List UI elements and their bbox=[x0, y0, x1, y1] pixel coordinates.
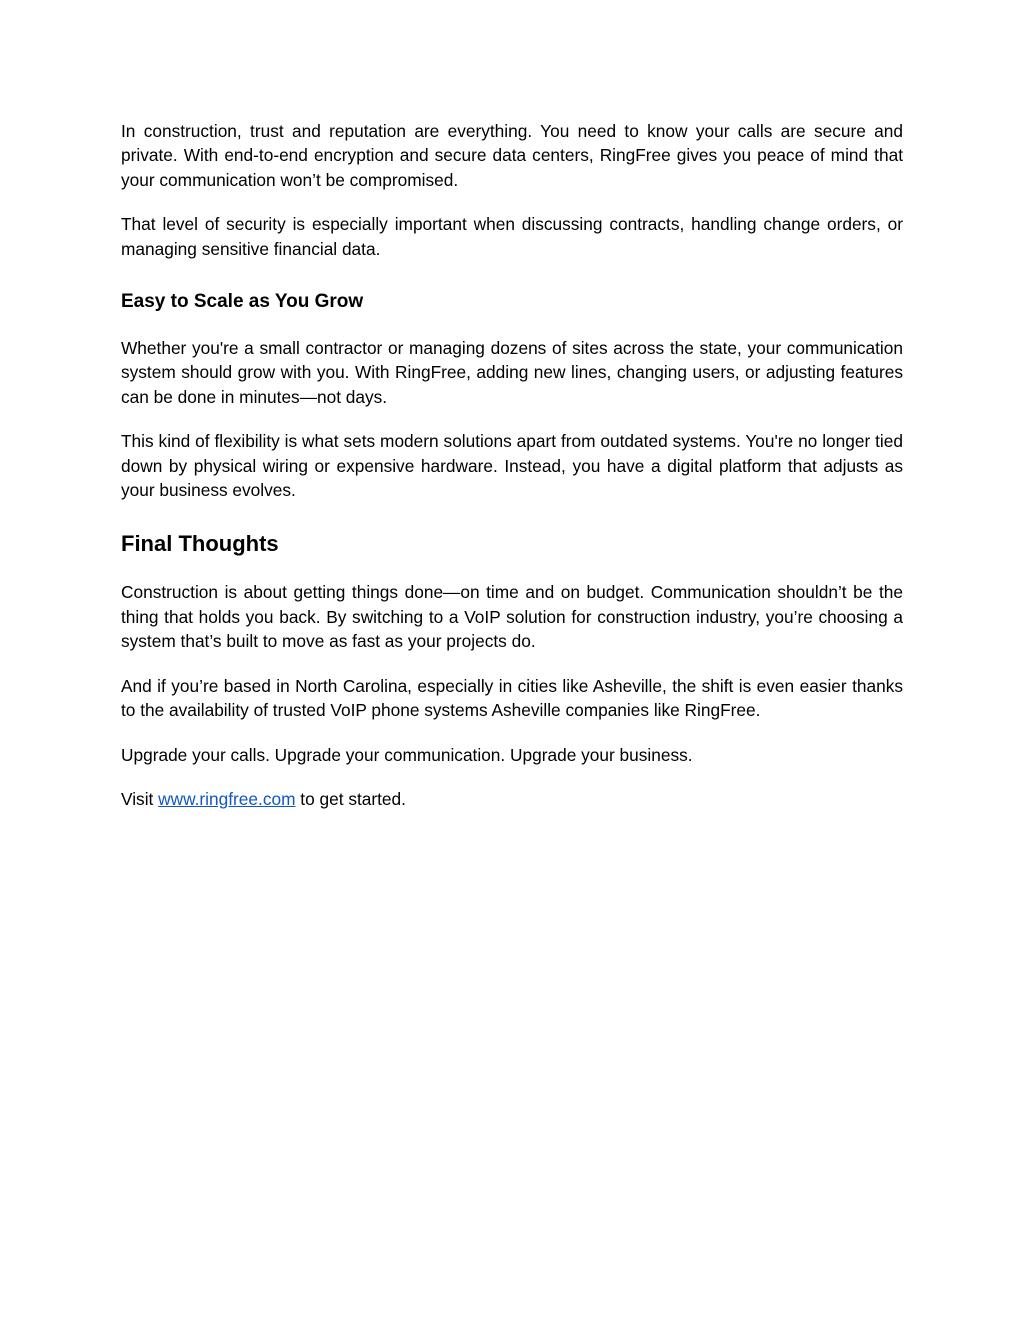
paragraph-security-importance: That level of security is especially important when discussing contracts, handling change orders, or managing sensitive financial data. bbox=[121, 214, 903, 259]
paragraph-security: In construction, trust and reputation are everything. You need to know your calls are secure and private. With end-to-end encryption and secure data centers, RingFree gives you peace of mind that your communication won’t be compromised. bbox=[121, 121, 903, 190]
paragraph-visit bbox=[121, 787, 903, 811]
paragraph-north-carolina: And if you’re based in North Carolina, especially in cities like Asheville, the shift is even easier thanks to the availability of trusted VoIP phone systems Asheville companies like RingFree. bbox=[121, 675, 903, 721]
visit-prefix: Visit bbox=[121, 788, 159, 809]
paragraph-flexibility: This kind of flexibility is what sets modern solutions apart from outdated systems. You're no longer tied down by physical wiring or expensive hardware. Instead, you have a digital platform that adjusts as your business evolves. bbox=[121, 431, 903, 501]
heading-easy-to-scale: Easy to Scale as You Grow bbox=[121, 291, 364, 313]
paragraph-scale: Whether you're a small contractor or managing dozens of sites across the state, your communication system should grow with you. With RingFree, adding new lines, changing users, or adjusting features can be done in minutes—not days. bbox=[121, 338, 903, 407]
paragraph-construction: Construction is about getting things done—on time and on budget. Communication shouldn’t be the thing that holds you back. By switching to a VoIP solution for construction industry, you’re choosing a system that’s built to move as fast as your projects do. bbox=[121, 582, 903, 652]
heading-final-thoughts: Final Thoughts bbox=[121, 531, 279, 557]
paragraph-upgrade: Upgrade your calls. Upgrade your communication. Upgrade your business. bbox=[121, 744, 693, 765]
visit-suffix: to get started. bbox=[295, 788, 406, 809]
ringfree-link[interactable]: www.ringfree.com bbox=[158, 788, 296, 809]
document-body bbox=[121, 119, 903, 811]
